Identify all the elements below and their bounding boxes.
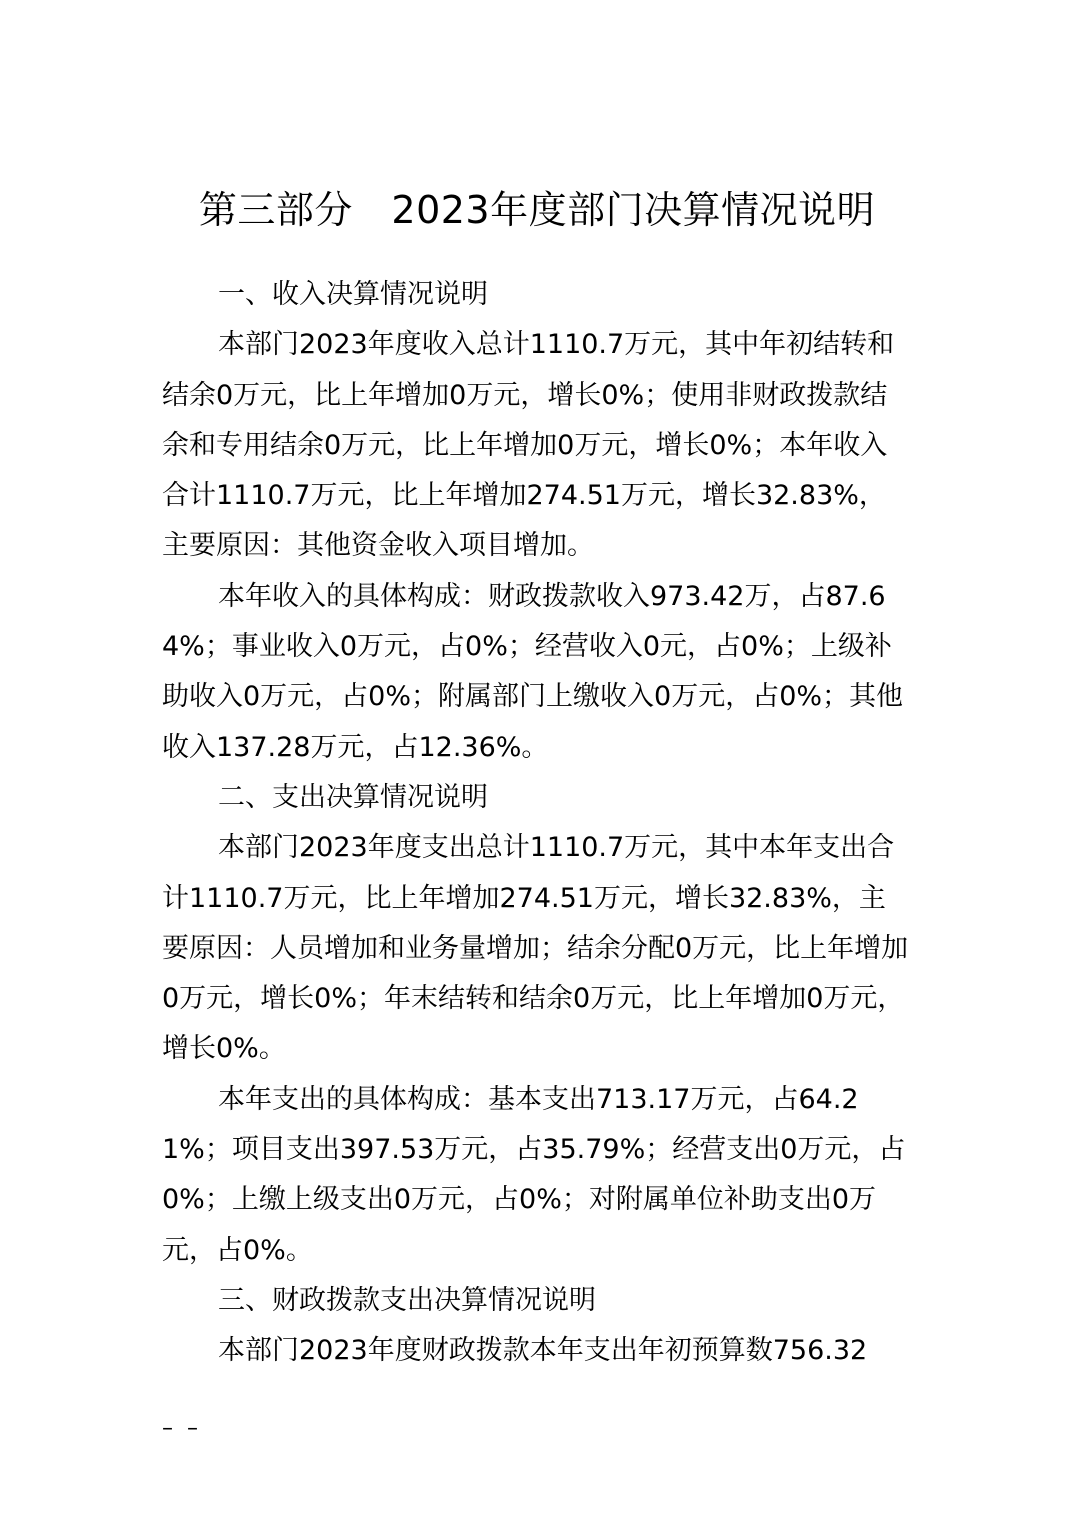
fiscal-appropriation-paragraph: 本部门2023年度财政拨款本年支出年初预算数756.32 xyxy=(218,1335,868,1367)
expenditure-composition-paragraph: 本年支出的具体构成：基本支出713.17万元，占64.21%；项目支出397.53万元，占35.79%；经营支出0万元，占0%；上缴上级支出0万元，占0%；对附属单位补助支出0万元，占0%。 xyxy=(162,1083,906,1266)
page-number-footer: – – xyxy=(162,1416,198,1441)
section-heading-income: 一、收入决算情况说明 xyxy=(218,279,488,310)
expenditure-summary-paragraph: 本部门2023年度支出总计1110.7万元，其中本年支出合计1110.7万元，比上年增加274.51万元，增长32.83%，主要原因：人员增加和业务量增加；结余分配0万元，比上年增加0万元，增长0%；年末结转和结余0万元，比上年增加0万元，增长0%。 xyxy=(162,832,909,1065)
section-heading-expenditure: 二、支出决算情况说明 xyxy=(218,781,488,813)
income-composition-paragraph: 本年收入的具体构成：财政拨款收入973.42万，占87.64%；事业收入0万元，占0%；经营收入0元，占0%；上级补助收入0万元，占0%；附属部门上缴收入0万元，占0%；其他收入137.28万元，占12.36%。 xyxy=(162,580,904,763)
page-title: 第三部分 2023年度部门决算情况说明 xyxy=(198,188,876,232)
income-summary-paragraph: 本部门2023年度收入总计1110.7万元，其中年初结转和结余0万元，比上年增加0万元，增长0%；使用非财政拨款结余和专用结余0万元，比上年增加0万元，增长0%；本年收入合计1110.7万元，比上年增加274.51万元，增长32.83%，主要原因：其他资金收入项目增加。 xyxy=(162,329,895,562)
section-heading-fiscal-appropriation: 三、财政拨款支出决算情况说明 xyxy=(218,1284,596,1316)
document-body xyxy=(162,270,910,1377)
